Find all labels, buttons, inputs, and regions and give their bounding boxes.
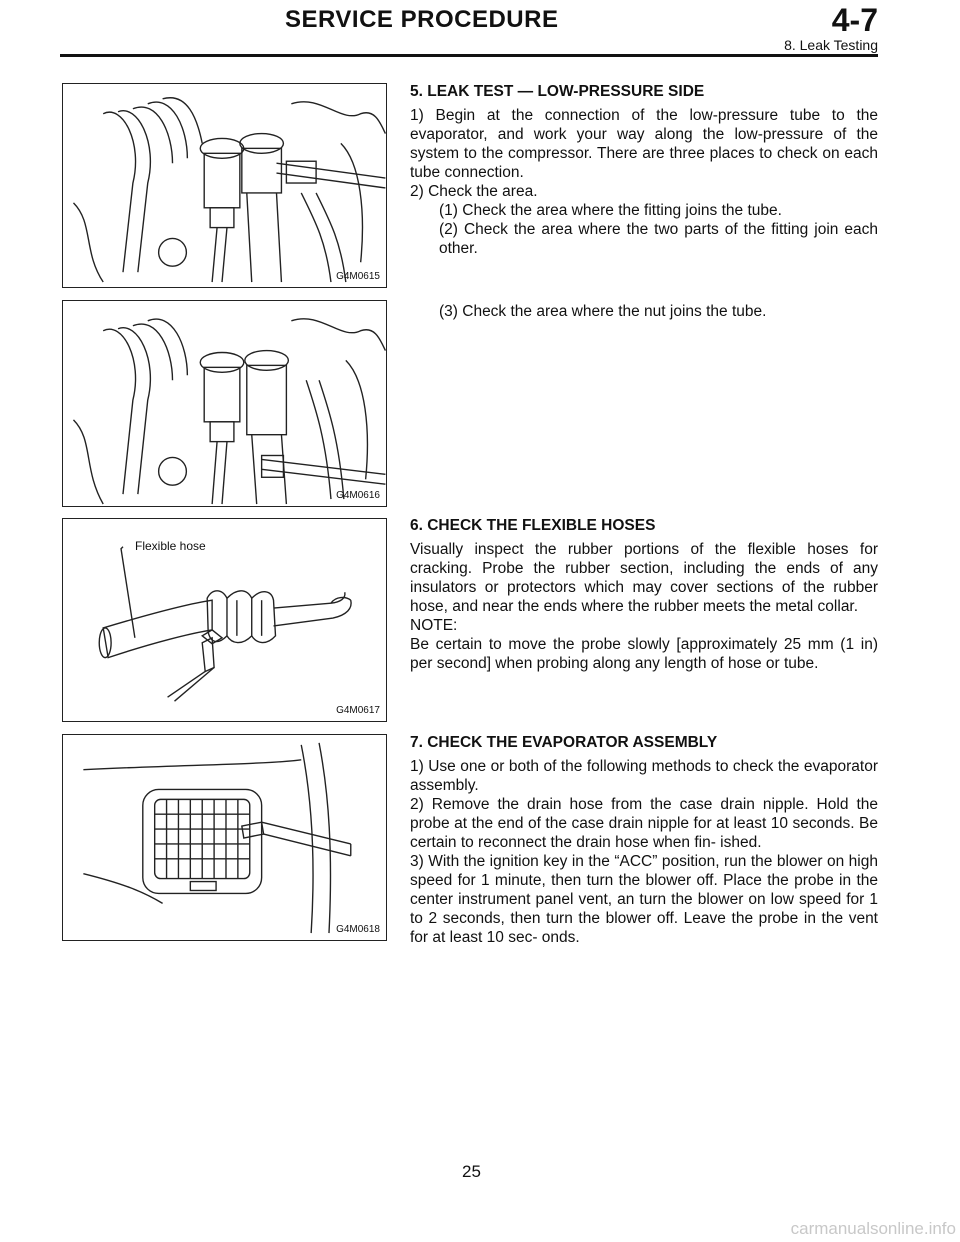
section-5-step-2-1: (1) Check the area where the fitting joins the tube. bbox=[439, 202, 782, 219]
section-6 bbox=[410, 516, 878, 673]
header-rule bbox=[60, 54, 878, 57]
figure-code: G4M0618 bbox=[336, 924, 380, 935]
page-number: 25 bbox=[462, 1162, 481, 1181]
section-subtitle: 8. Leak Testing bbox=[784, 37, 878, 53]
figure-g4m0615 bbox=[62, 83, 387, 288]
section-5-step-2-3: (3) Check the area where the nut joins the tube. bbox=[439, 303, 767, 320]
section-5-cont bbox=[410, 302, 878, 321]
header-title: SERVICE PROCEDURE bbox=[285, 6, 559, 33]
section-5-heading: 5. LEAK TEST — LOW-PRESSURE SIDE bbox=[410, 83, 705, 100]
figure-code: G4M0615 bbox=[336, 271, 380, 282]
note-body: Be certain to move the probe slowly [approximately 25 mm (1 in) per second] when probing along any length of hose or tube. bbox=[410, 636, 878, 672]
tube-connection-illustration bbox=[63, 84, 386, 287]
figure-code: G4M0617 bbox=[336, 705, 380, 716]
section-5 bbox=[410, 82, 878, 258]
figure-g4m0617 bbox=[62, 518, 387, 722]
vent-probe-illustration bbox=[63, 735, 386, 940]
flexible-hose-label: Flexible hose bbox=[135, 539, 206, 553]
section-6-heading: 6. CHECK THE FLEXIBLE HOSES bbox=[410, 517, 656, 534]
section-7 bbox=[410, 733, 878, 947]
section-7-step-3: 3) With the ignition key in the “ACC” position, run the blower on high speed for 1 minute, then turn the blower off. Place the probe in the center instrument panel vent, an turn the blower on low speed for 1 to 2 seconds, then turn the blower off. Leave the probe in the vent for at least 10 sec- onds. bbox=[410, 853, 878, 946]
section-5-step-2-2: (2) Check the area where the two parts of the fitting join each other. bbox=[439, 221, 878, 257]
flexible-hose-illustration bbox=[63, 519, 386, 721]
section-7-step-2: 2) Remove the drain hose from the case drain nipple. Hold the probe at the end of the case drain nipple for at least 10 seconds. Be certain to reconnect the drain hose when fin- ished. bbox=[410, 796, 878, 851]
figure-g4m0618 bbox=[62, 734, 387, 941]
section-7-step-1: 1) Use one or both of the following methods to check the evaporator assembly. bbox=[410, 758, 878, 794]
section-6-body: Visually inspect the rubber portions of the flexible hoses for cracking. Probe the rubber section, including the ends of any insulators or protectors which may cover sections of the rubber hose, and near the ends where the rubber meets the metal collar. bbox=[410, 541, 878, 615]
section-5-step-2: 2) Check the area. bbox=[410, 183, 538, 200]
section-7-heading: 7. CHECK THE EVAPORATOR ASSEMBLY bbox=[410, 734, 718, 751]
note-label: NOTE: bbox=[410, 617, 458, 634]
section-number: 4-7 bbox=[831, 2, 878, 38]
watermark: carmanualsonline.info bbox=[790, 1219, 956, 1238]
figure-g4m0616 bbox=[62, 300, 387, 507]
section-5-step-1: 1) Begin at the connection of the low-pressure tube to the evaporator, and work your way along the low-pressure of the system to the compressor. There are three places to check on each tube connection. bbox=[410, 107, 878, 181]
figure-code: G4M0616 bbox=[336, 490, 380, 501]
nut-tube-illustration bbox=[63, 301, 386, 506]
